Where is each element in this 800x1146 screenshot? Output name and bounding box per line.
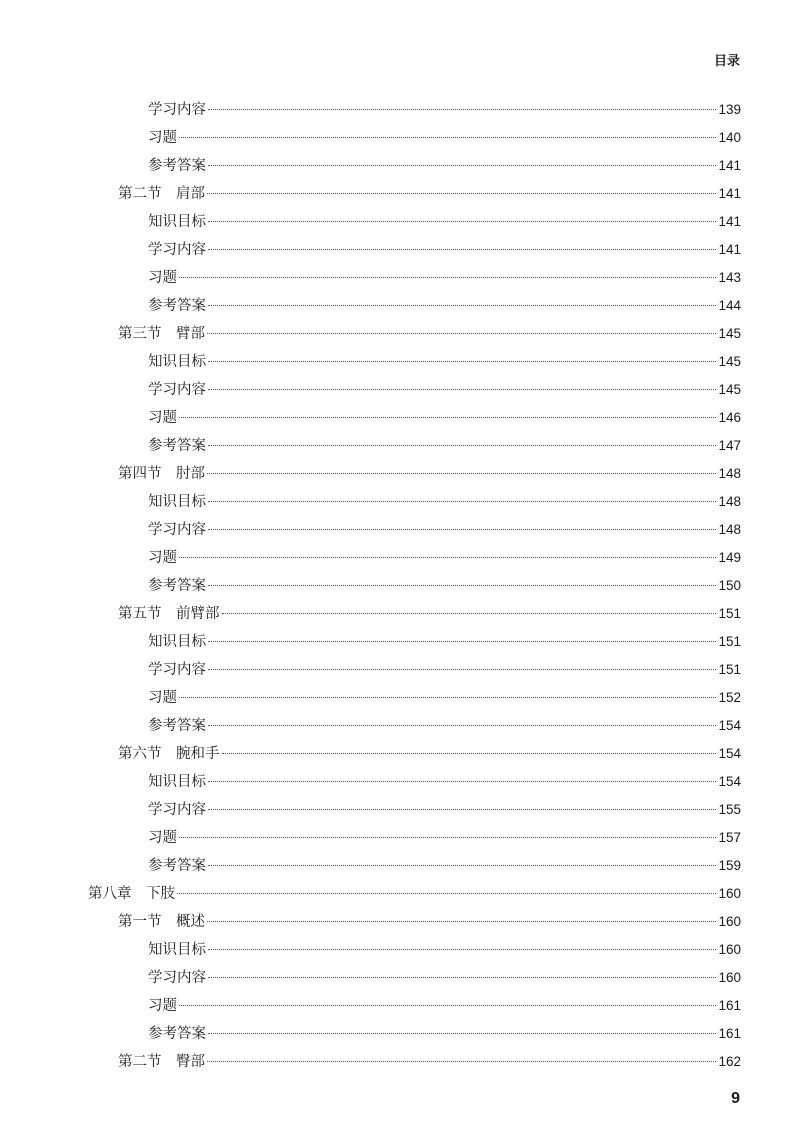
toc-entry-label: 习题: [148, 550, 177, 566]
toc-entry-page: 147: [718, 438, 741, 453]
toc-entry-page: 141: [718, 158, 741, 173]
toc-entry-label: 参考答案: [148, 718, 206, 734]
toc-subsection-entry: [88, 992, 741, 1020]
toc-entry-page: 155: [718, 802, 741, 817]
toc-subsection-entry: [88, 96, 741, 124]
toc-subsection-entry: [88, 796, 741, 824]
toc-section-entry: [88, 908, 741, 936]
toc-subsection-entry: [88, 852, 741, 880]
toc-entry-page: 148: [718, 466, 741, 481]
toc-entry-page: 154: [718, 746, 741, 761]
dot-leader: [208, 249, 716, 250]
toc-entry-label: 知识目标: [148, 354, 206, 370]
dot-leader: [208, 809, 716, 810]
toc-section-entry: [88, 320, 741, 348]
dot-leader: [208, 977, 716, 978]
toc-section-entry: [88, 600, 741, 628]
toc-entry-label: 参考答案: [148, 858, 206, 874]
toc-entry-page: 141: [718, 214, 741, 229]
toc-subsection-entry: [88, 712, 741, 740]
toc-entry-label: 习题: [148, 830, 177, 846]
toc-subsection-entry: [88, 936, 741, 964]
dot-leader: [207, 921, 716, 922]
dot-leader: [179, 417, 716, 418]
toc-subsection-entry: [88, 348, 741, 376]
toc-entry-label: 学习内容: [148, 522, 206, 538]
toc-entry-page: 143: [718, 270, 741, 285]
toc-entry-label: 学习内容: [148, 242, 206, 258]
toc-subsection-entry: [88, 124, 741, 152]
toc-section-entry: [88, 180, 741, 208]
toc-entry-label: 知识目标: [148, 214, 206, 230]
running-head: 目录: [713, 54, 740, 69]
dot-leader: [177, 893, 716, 894]
toc-subsection-entry: [88, 1020, 741, 1048]
dot-leader: [208, 669, 716, 670]
toc-entry-label: 第二节 臀部: [118, 1054, 205, 1070]
toc-subsection-entry: [88, 264, 741, 292]
dot-leader: [208, 221, 716, 222]
dot-leader: [179, 277, 716, 278]
toc-entry-page: 160: [718, 942, 741, 957]
toc-entry-page: 151: [718, 662, 741, 677]
toc-section-entry: [88, 740, 741, 768]
toc-subsection-entry: [88, 768, 741, 796]
toc-subsection-entry: [88, 236, 741, 264]
toc-subsection-entry: [88, 684, 741, 712]
dot-leader: [208, 165, 716, 166]
toc-subsection-entry: [88, 404, 741, 432]
toc-entry-page: 139: [718, 102, 741, 117]
toc-entry-page: 160: [718, 914, 741, 929]
toc-entry-page: 152: [718, 690, 741, 705]
toc-entry-page: 144: [718, 298, 741, 313]
toc-entry-label: 第五节 前臂部: [118, 606, 220, 622]
dot-leader: [207, 1061, 716, 1062]
toc-entry-page: 161: [718, 998, 741, 1013]
toc-entry-page: 160: [718, 886, 741, 901]
toc-entry-page: 141: [718, 242, 741, 257]
toc-entry-label: 参考答案: [148, 298, 206, 314]
dot-leader: [208, 109, 716, 110]
dot-leader: [222, 753, 717, 754]
dot-leader: [208, 361, 716, 362]
toc-entry-page: 154: [718, 774, 741, 789]
toc-subsection-entry: [88, 656, 741, 684]
toc-entry-label: 知识目标: [148, 634, 206, 650]
toc-subsection-entry: [88, 516, 741, 544]
toc-entry-page: 148: [718, 522, 741, 537]
toc-entry-page: 160: [718, 970, 741, 985]
toc-entry-page: 141: [718, 186, 741, 201]
table-of-contents: [88, 96, 741, 1076]
toc-entry-label: 第六节 腕和手: [118, 746, 220, 762]
dot-leader: [222, 613, 717, 614]
dot-leader: [207, 473, 716, 474]
toc-entry-page: 145: [718, 382, 741, 397]
dot-leader: [179, 137, 716, 138]
toc-entry-label: 第一节 概述: [118, 914, 205, 930]
toc-subsection-entry: [88, 572, 741, 600]
toc-entry-label: 第三节 臂部: [118, 326, 205, 342]
page-number: 9: [731, 1090, 740, 1107]
toc-subsection-entry: [88, 488, 741, 516]
dot-leader: [179, 837, 716, 838]
toc-subsection-entry: [88, 208, 741, 236]
toc-entry-page: 154: [718, 718, 741, 733]
dot-leader: [208, 781, 716, 782]
toc-subsection-entry: [88, 292, 741, 320]
toc-entry-label: 第二节 肩部: [118, 186, 205, 202]
toc-entry-label: 参考答案: [148, 1026, 206, 1042]
toc-entry-page: 151: [718, 634, 741, 649]
dot-leader: [208, 949, 716, 950]
toc-entry-label: 学习内容: [148, 662, 206, 678]
toc-entry-label: 习题: [148, 998, 177, 1014]
dot-leader: [208, 725, 716, 726]
toc-entry-label: 学习内容: [148, 102, 206, 118]
toc-entry-label: 习题: [148, 410, 177, 426]
toc-entry-page: 162: [718, 1054, 741, 1069]
dot-leader: [179, 1005, 716, 1006]
toc-entry-label: 参考答案: [148, 438, 206, 454]
dot-leader: [208, 389, 716, 390]
toc-subsection-entry: [88, 376, 741, 404]
toc-subsection-entry: [88, 824, 741, 852]
toc-entry-page: 140: [718, 130, 741, 145]
toc-entry-page: 149: [718, 550, 741, 565]
dot-leader: [208, 305, 716, 306]
toc-subsection-entry: [88, 152, 741, 180]
dot-leader: [207, 333, 716, 334]
toc-section-entry: [88, 460, 741, 488]
toc-entry-page: 148: [718, 494, 741, 509]
dot-leader: [208, 445, 716, 446]
toc-entry-page: 146: [718, 410, 741, 425]
toc-section-entry: [88, 1048, 741, 1076]
toc-entry-label: 学习内容: [148, 802, 206, 818]
toc-entry-page: 145: [718, 354, 741, 369]
toc-subsection-entry: [88, 432, 741, 460]
toc-entry-label: 学习内容: [148, 970, 206, 986]
dot-leader: [179, 557, 716, 558]
toc-subsection-entry: [88, 628, 741, 656]
dot-leader: [208, 501, 716, 502]
toc-entry-label: 习题: [148, 690, 177, 706]
toc-entry-label: 知识目标: [148, 942, 206, 958]
toc-entry-page: 157: [718, 830, 741, 845]
toc-subsection-entry: [88, 544, 741, 572]
toc-entry-label: 知识目标: [148, 774, 206, 790]
toc-entry-label: 第八章 下肢: [88, 886, 175, 902]
toc-entry-label: 参考答案: [148, 578, 206, 594]
dot-leader: [207, 193, 716, 194]
toc-entry-label: 第四节 肘部: [118, 466, 205, 482]
dot-leader: [179, 697, 716, 698]
dot-leader: [208, 1033, 716, 1034]
toc-chapter-entry: [88, 880, 741, 908]
toc-entry-label: 习题: [148, 130, 177, 146]
toc-entry-label: 参考答案: [148, 158, 206, 174]
toc-entry-page: 145: [718, 326, 741, 341]
toc-entry-page: 151: [718, 606, 741, 621]
toc-entry-page: 159: [718, 858, 741, 873]
toc-entry-label: 习题: [148, 270, 177, 286]
dot-leader: [208, 529, 716, 530]
dot-leader: [208, 865, 716, 866]
toc-entry-page: 150: [718, 578, 741, 593]
toc-entry-label: 学习内容: [148, 382, 206, 398]
dot-leader: [208, 585, 716, 586]
toc-entry-label: 知识目标: [148, 494, 206, 510]
toc-subsection-entry: [88, 964, 741, 992]
toc-entry-page: 161: [718, 1026, 741, 1041]
dot-leader: [208, 641, 716, 642]
